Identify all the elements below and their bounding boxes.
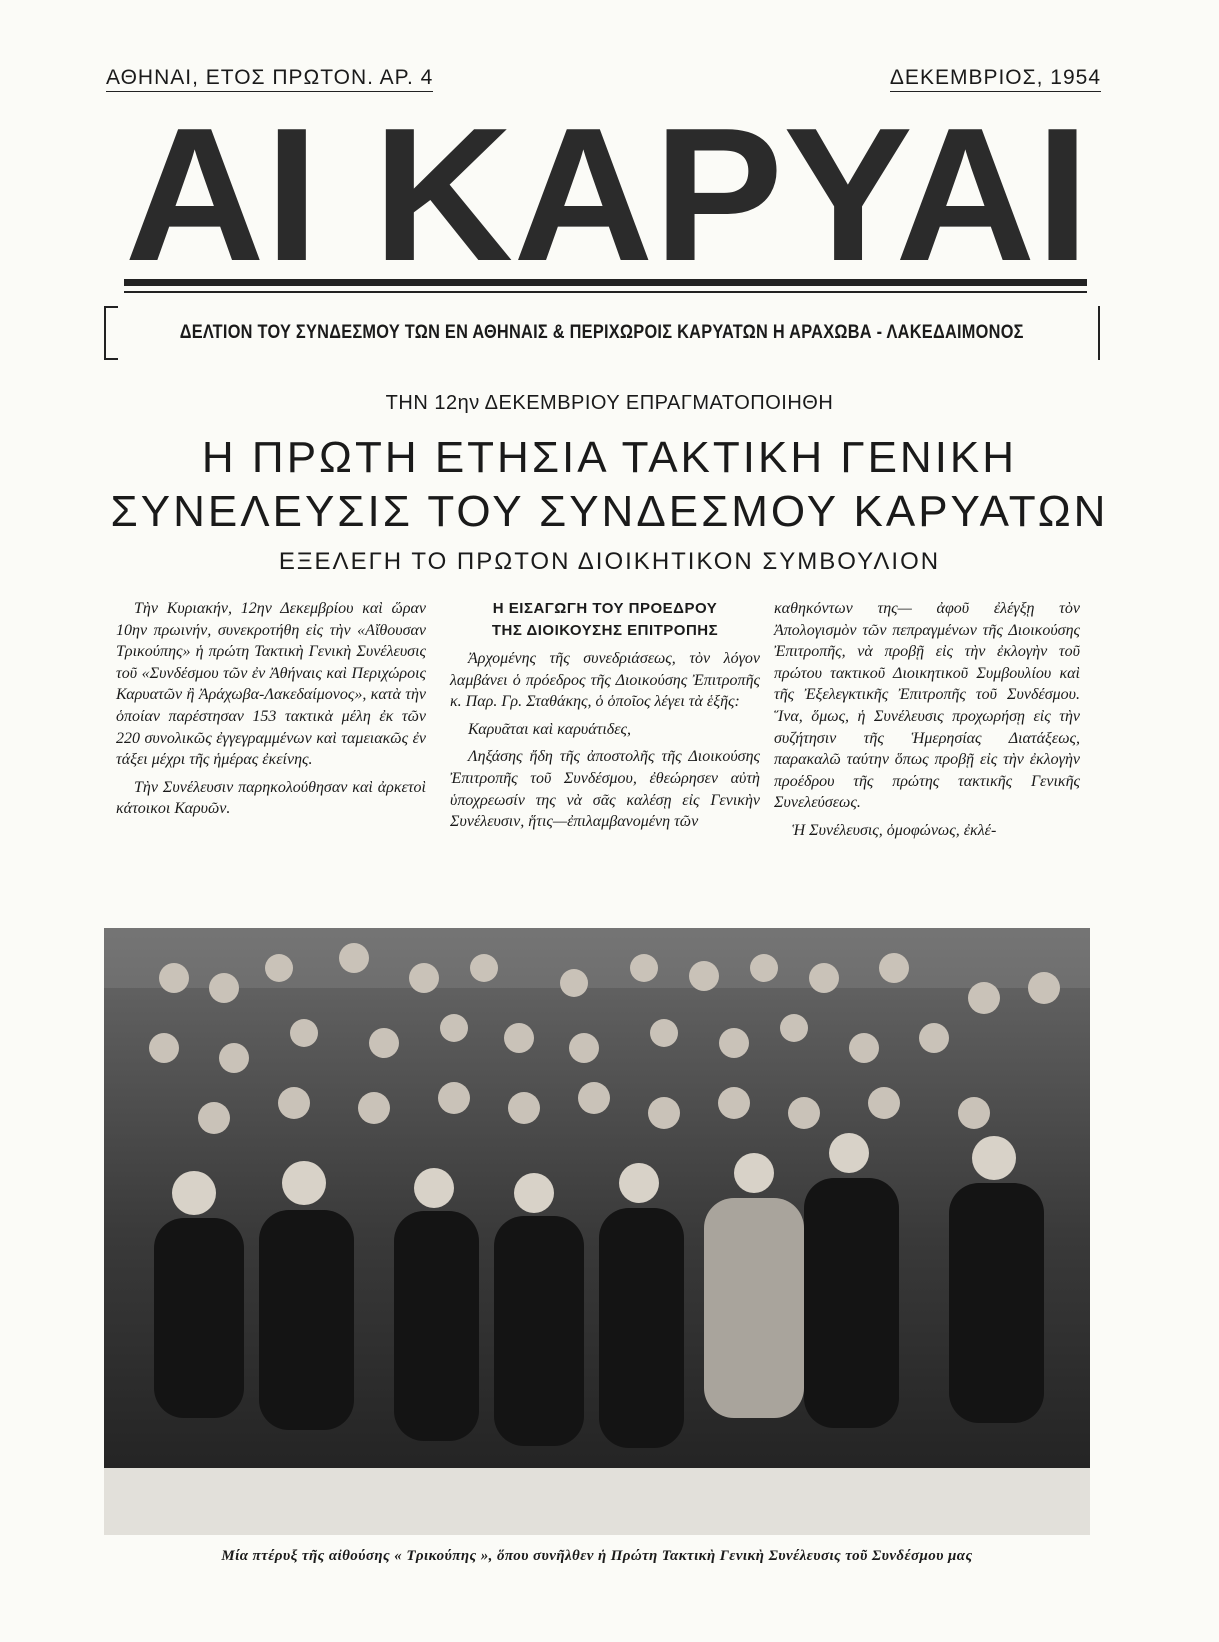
column-3-paragraph-1: καθηκόντων της— ἀφοῦ ἐλέγξῃ τὸν Ἀπολογισμὸν τῶν πεπραγμένων τῆς Διοικούσης Ἐπιτροπῆς, νὰ προβῇ εἰς τὴν ἐκλογὴν τοῦ πρώτου τακτικοῦ Διοικητικοῦ Συμβουλίου καὶ τῆς Ἐξελεγκτικῆς Ἐπιτροπῆς τοῦ Συνδέσμου. Ἵνα, ὅμως, ἡ Συνέλευσις προχωρήσῃ εἰς τὴν συζήτησιν τῆς Ἡμερησίας Διατάξεως, παρακαλῶ ταύτην ὅπως προβῇ εἰς τὴν ἐκλογὴν προέδρου τῆς πρώτης τακτικῆς Γενικῆς Συνελεύσεως. — [774, 600, 1080, 812]
photo-caption: Μία πτέρυξ τῆς αἰθούσης « Τρικούπης », ὅπου συνῆλθεν ἡ Πρώτη Τακτικὴ Γενικὴ Συνέλευσις τοῦ Συνδέσμου μας — [221, 1548, 973, 1564]
masthead-title — [120, 110, 1095, 270]
column-2-paragraph-2: Καρυᾶται καὶ καρυάτιδες, — [468, 720, 632, 738]
section-heading — [450, 598, 760, 642]
masthead-subtitle: ΔΕΛΤΙΟΝ ΤΟΥ ΣΥΝΔΕΣΜΟΥ ΤΩΝ ΕΝ ΑΘΗΝΑΙΣ & ΠΕΡΙΧΩΡΟΙΣ ΚΑΡΥΑΤΩΝ Η ΑΡΑΧΩΒΑ - ΛΑΚΕΔΑΙΜΟΝΟΣ — [179, 322, 1025, 343]
masthead-subtitle-box — [104, 306, 1100, 360]
article-column-2 — [450, 598, 760, 839]
issue-date: ΔΕΚΕΜΒΡΙΟΣ, 1954 — [890, 66, 1101, 92]
section-heading-line-1: Η ΕΙΣΑΓΩΓΗ ΤΟΥ ΠΡΟΕΔΡΟΥ — [492, 600, 718, 617]
masthead-rule-thick — [124, 279, 1087, 286]
issue-number: ΑΘΗΝΑΙ, ΕΤΟΣ ΠΡΩΤΟΝ. ΑΡ. 4 — [106, 66, 433, 92]
column-2-paragraph-1: Ἀρχομένης τῆς συνεδριάσεως, τὸν λόγον λαμβάνει ὁ πρόεδρος τῆς Διοικούσης Ἐπιτροπῆς κ. Παρ. Γρ. Σταθάκης, ὁ ὁποῖος λέγει τὰ ἑξῆς: — [450, 650, 760, 711]
masthead-rule-thin — [124, 291, 1087, 293]
issue-info-line — [106, 66, 1101, 92]
section-heading-line-2: ΤΗΣ ΔΙΟΙΚΟΥΣΗΣ ΕΠΙΤΡΟΠΗΣ — [491, 622, 719, 639]
column-3-paragraph-2: Ἡ Συνέλευσις, ὁμοφώνως, ἐκλέ- — [792, 821, 997, 839]
article-kicker: ΤΗΝ 12ην ΔΕΚΕΜΒΡΙΟΥ ΕΠΡΑΓΜΑΤΟΠΟΙΗΘΗ — [385, 392, 834, 414]
column-2-paragraph-3: Ληξάσης ἤδη τῆς ἀποστολῆς τῆς Διοικούσης Ἐπιτροπῆς τοῦ Συνδέσμου, ἐθεώρησεν αὐτὴ ὑποχρεωσίν της νὰ σᾶς καλέσῃ εἰς Γενικὴν Συνέλευσιν, ἥτις—ἐπιλαμβανομένη τῶν — [450, 748, 760, 831]
article-column-1 — [116, 598, 426, 826]
column-1-paragraph-1: Τὴν Κυριακήν, 12ην Δεκεμβρίου καὶ ὥραν 10ην πρωινήν, συνεκροτήθη εἰς τὴν «Αἴθουσαν Τρικούπης» ἡ πρώτη Τακτικὴ Γενικὴ Συνέλευσις τοῦ «Συνδέσμου τῶν ἐν Ἀθήναις καὶ Περιχώροις Καρυατῶν ἢ Ἀράχωβα-Λακεδαίμονος», κατὰ τὴν ὁποίαν παρέστησαν 153 τακτικὰ μέλη ἐκ τῶν 220 συνολικῶς ἐγγεγραμμένων καὶ ταμειακῶς ἐν τάξει μέχρι τῆς ἡμέρας ἐκείνης. — [116, 600, 426, 769]
article-headline-line-1: Η ΠΡΩΤΗ ΕΤΗΣΙΑ ΤΑΚΤΙΚΗ ΓΕΝΙΚΗ — [201, 433, 1018, 482]
assembly-group-photo — [104, 928, 1090, 1535]
article-column-3 — [774, 598, 1080, 848]
article-deck: ΕΞΕΛΕΓΗ ΤΟ ΠΡΩΤΟΝ ΔΙΟΙΚΗΤΙΚΟΝ ΣΥΜΒΟΥΛΙΟΝ — [278, 548, 941, 575]
column-1-paragraph-2: Τὴν Συνέλευσιν παρηκολούθησαν καὶ ἀρκετοὶ κάτοικοι Καρυῶν. — [116, 778, 426, 818]
masthead-title-text: ΑΙ ΚΑΡΥΑΙ — [124, 110, 1090, 270]
article-headline-line-2: ΣΥΝΕΛΕΥΣΙΣ ΤΟΥ ΣΥΝΔΕΣΜΟΥ ΚΑΡΥΑΤΩΝ — [110, 487, 1109, 536]
